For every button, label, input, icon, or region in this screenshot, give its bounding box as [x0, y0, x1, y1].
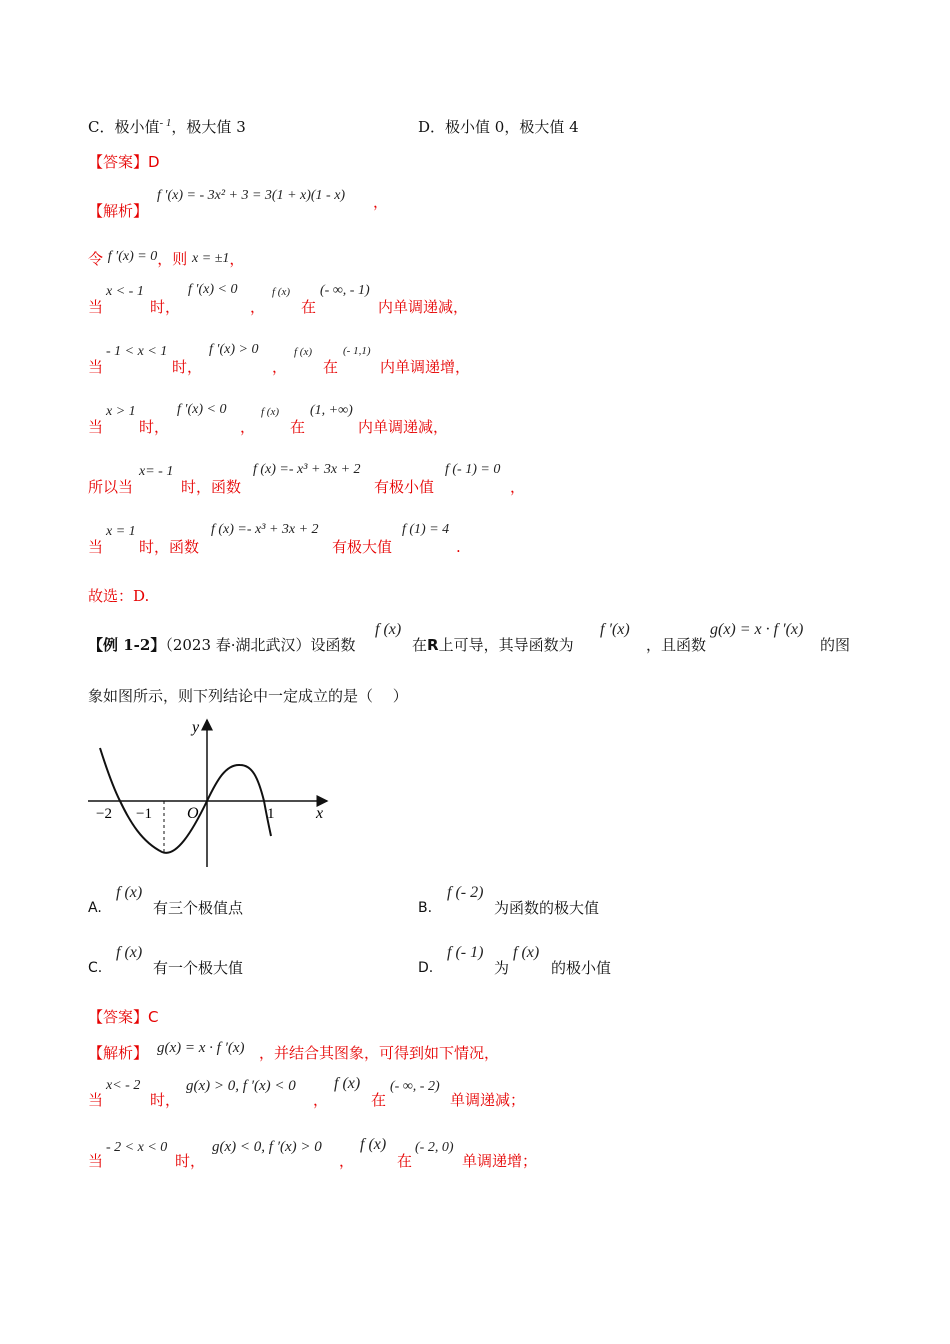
- x-axis-label: x: [316, 805, 324, 822]
- ex2-label: 【例 1-2】: [88, 636, 166, 654]
- ex1-conclusion: 故选：D.: [88, 587, 150, 605]
- ex1-derivative-tail: ，: [373, 193, 389, 211]
- origin-label: O: [187, 805, 199, 822]
- prev-option-c: C．极小值$^{- 1}$，极大值 3: [88, 117, 246, 136]
- ex1-line-0: 令 f ′(x) = 0，则 x = ±1，: [88, 249, 245, 268]
- tick-label-neg2: −2: [96, 806, 112, 822]
- g-function-graph: [84, 712, 334, 872]
- ex1-derivative: f ′(x) = - 3x² + 3 = 3(1 + x)(1 - x): [157, 188, 346, 203]
- document-page: C．极小值$^{- 1}$，极大值 3 D．极小值 0，极大值 4 【答案】D 【解析】 f ′(x) = - 3x² + 3 = 3(1 + x)(1 - x) ， 令 f ′(x) = 0，则 x = ±1， 当 x < - 1 时， f ′(x) < 0 ， f (x) 在 (- ∞, - 1) 内单调递减， 当 - 1 < x < 1 时， f ′(x) > 0 ， f (x) 在 (- 1,1) 内单调递增， 当 x > 1 时， f ′(x) < 0 ， f (x) 在 (1, +∞) 内单调递减， 所以当 x= - 1 时，函数 f (x) =- x³ + 3x + 2 有极小值 f (- 1) = 0 ， 当 x = 1 时，函数 f (x) =- x³ + 3x + 2 有极大值 f (1) = 4 . 故选：D. 【例 1-2】（2023 春·湖北武汉）设函数 f (x) 在R上可导，其导函数为 f ′(x) ，且函数 g(x) = x · f ′(x) 的图 象如图所示，则下列结论中一定成立的是（ ） y x O −2 −1 1 A. f (x) 有三个极值点 B. f (- 2) 为函数的极大值 C. f (x) 有一个极大值 D. f (- 1) 为 f (x) 的极小值 【答案】C 【解析】 g(x) = x · f ′(x) ，并结合其图象，可得到如下情况， 当 x< - 2 时， g(x) > 0, f ′(x) < 0 ， f (x) 在 (- ∞, - 2) 单调递减； 当 - 2 < x < 0 时， g(x) < 0, f ′(x) > 0 ， f (x) 在 (- 2, 0) 单调递增；: [0, 0, 950, 1344]
- ex1-answer: 【答案】D: [88, 153, 160, 171]
- ex2-answer: 【答案】C: [88, 1008, 159, 1026]
- y-axis-label: y: [192, 719, 200, 736]
- tick-label-1: 1: [267, 806, 275, 822]
- tick-label-neg1: −1: [136, 806, 152, 822]
- prev-option-d: D．极小值 0，极大值 4: [418, 118, 579, 136]
- ex1-analysis-label: 【解析】: [88, 202, 149, 220]
